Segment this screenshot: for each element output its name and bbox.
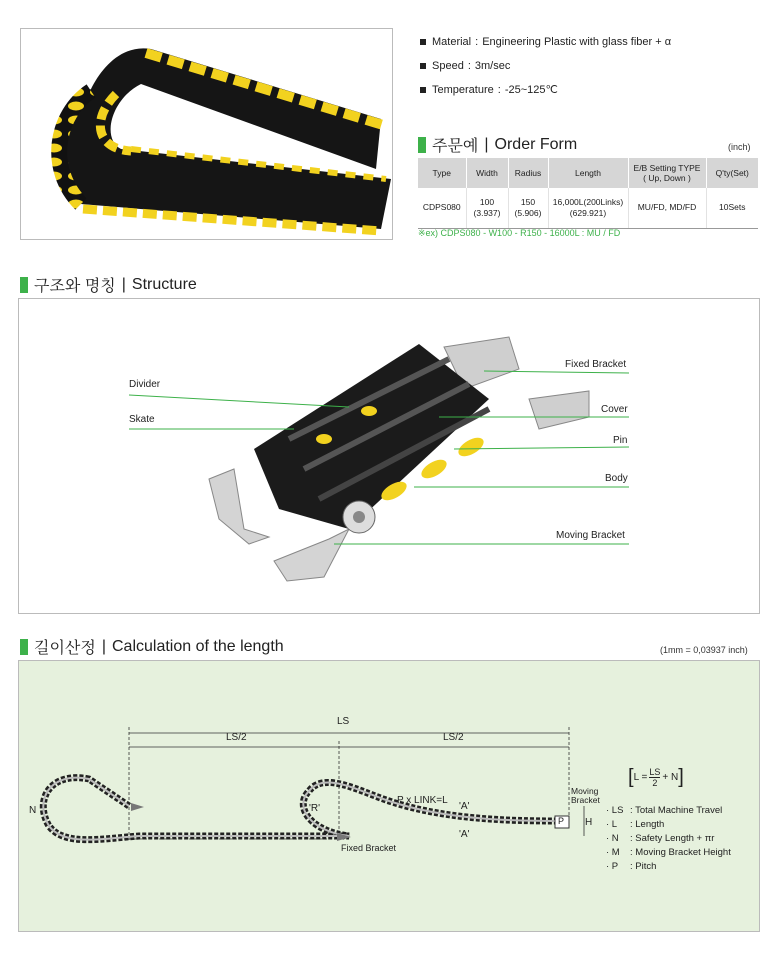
table-row	[418, 188, 758, 228]
cell-length-inch: (629.921)	[569, 207, 607, 218]
pin-hole	[353, 511, 365, 523]
cell-type: CDPS080	[418, 188, 466, 228]
spec-speed	[420, 54, 671, 78]
heading-en: Calculation of the length	[111, 637, 284, 655]
cell-width-mm: 100	[479, 196, 495, 207]
legend-desc: : Moving Bracket Height	[630, 847, 731, 858]
legend-item	[606, 846, 731, 860]
order-table	[418, 158, 758, 229]
link-yellow-3	[455, 434, 486, 460]
cell-radius	[508, 188, 548, 228]
heading-divider: |	[484, 135, 489, 153]
a-bottom-label: 'A'	[459, 829, 470, 840]
p-label: P	[558, 816, 565, 826]
length-diagram	[19, 661, 761, 933]
label-moving-bracket: Moving Bracket	[556, 530, 625, 541]
fixed-bracket-label: Fixed Bracket	[341, 843, 397, 853]
cell-length	[548, 188, 628, 228]
formula-denominator: 2	[652, 777, 658, 788]
legend-desc: : Safety Length + πr	[630, 833, 715, 844]
cell-qty: 10Sets	[706, 188, 758, 228]
bullet-icon	[420, 39, 426, 45]
heading-divider: |	[101, 637, 106, 655]
heading-kr: 길이산정	[34, 640, 96, 657]
p-link-label: P x LINK=L	[397, 795, 448, 806]
legend-item	[606, 818, 731, 832]
ls-half-left-label: LS/2	[226, 732, 247, 743]
moving-bracket-line2: Bracket	[571, 795, 600, 805]
label-skate: Skate	[129, 414, 155, 425]
legend-symbol: · N	[606, 833, 619, 844]
cell-width-inch: (3.937)	[473, 207, 501, 218]
spec-label: Material	[432, 36, 472, 48]
col-type: Type	[418, 158, 466, 188]
order-unit-note: (inch)	[728, 142, 751, 152]
moving-bracket-plate	[274, 529, 349, 581]
structure-panel	[18, 298, 760, 614]
label-cover: Cover	[601, 404, 628, 415]
fixed-bracket-plate	[529, 391, 589, 429]
col-eb-type-line2: ( Up, Down )	[643, 173, 691, 183]
formula-plus-n: + N	[662, 771, 679, 783]
formula-fraction	[649, 767, 660, 788]
bullet-icon	[420, 63, 426, 69]
label-pin: Pin	[613, 435, 628, 446]
cell-radius-mm: 150	[520, 196, 536, 207]
col-radius: Radius	[508, 158, 548, 188]
formula-l: L =	[633, 771, 648, 783]
n-label: N	[29, 805, 37, 816]
moving-bracket-label	[571, 787, 600, 805]
spec-list	[420, 30, 671, 102]
legend-symbol: · L	[606, 819, 618, 830]
cell-radius-inch: (5.906)	[514, 207, 542, 218]
legend-desc: : Total Machine Travel	[630, 805, 723, 816]
col-eb-type-line1: E/B Setting TYPE	[633, 163, 701, 173]
structure-heading	[20, 273, 197, 296]
moving-bracket-left	[209, 469, 269, 544]
legend-item	[606, 804, 731, 818]
legend-symbol: · M	[606, 847, 620, 858]
length-formula	[628, 762, 690, 792]
spec-value: Engineering Plastic with glass fiber + α	[482, 36, 672, 48]
legend-list	[606, 804, 731, 874]
leader-divider	[129, 395, 349, 407]
legend-desc: : Length	[630, 819, 665, 830]
col-width: Width	[466, 158, 508, 188]
spec-label: Speed	[432, 60, 464, 72]
spec-value: 3m/sec	[474, 60, 511, 72]
cell-width	[466, 188, 508, 228]
section-marker-icon	[418, 137, 426, 153]
a-top-label: 'A'	[459, 801, 470, 812]
section-marker-icon	[20, 639, 28, 655]
ls-half-right-label: LS/2	[443, 732, 464, 743]
heading-kr: 주문예	[432, 138, 479, 155]
heading-divider: |	[121, 275, 126, 293]
label-divider: Divider	[129, 379, 161, 390]
legend-item	[606, 860, 731, 874]
structure-diagram	[19, 299, 761, 615]
spec-value: -25~125℃	[504, 84, 558, 96]
drag-chain-image	[21, 29, 393, 240]
legend-item	[606, 832, 731, 846]
r-label: 'R'	[309, 803, 321, 814]
spec-colon: :	[475, 36, 479, 48]
spec-colon: :	[467, 60, 471, 72]
col-length: Length	[548, 158, 628, 188]
product-photo	[20, 28, 393, 240]
bullet-icon	[420, 87, 426, 93]
col-eb-type	[628, 158, 706, 188]
moving-bracket-line1: Moving	[571, 786, 599, 796]
legend-symbol: · LS	[606, 805, 624, 816]
ls-label: LS	[337, 716, 350, 727]
calculation-unit-note: (1mm = 0,03937 inch)	[660, 645, 748, 655]
label-body: Body	[605, 473, 628, 484]
spec-label: Temperature	[432, 84, 494, 96]
chain-path	[43, 778, 569, 840]
bracket-left-icon: [	[628, 765, 634, 788]
section-marker-icon	[20, 277, 28, 293]
cell-eb-type: MU/FD, MD/FD	[628, 188, 706, 228]
order-form-heading	[418, 133, 577, 156]
spec-temperature	[420, 78, 671, 102]
moving-bracket-marker	[131, 803, 144, 811]
heading-en: Structure	[131, 275, 197, 293]
label-fixed-bracket: Fixed Bracket	[565, 359, 627, 370]
h-label: H	[585, 817, 593, 828]
heading-kr: 구조와 명칭	[34, 278, 116, 295]
cell-length-mm: 16,000L(200Links)	[552, 196, 624, 207]
table-header-row	[418, 158, 758, 188]
calculation-panel	[18, 660, 760, 932]
link-yellow-4	[316, 434, 332, 444]
spec-material	[420, 30, 671, 54]
formula-numerator: LS	[649, 766, 661, 777]
link-yellow-5	[361, 406, 377, 416]
spec-colon: :	[497, 84, 501, 96]
legend-desc: : Pitch	[630, 861, 657, 872]
heading-en: Order Form	[494, 135, 578, 153]
calculation-heading	[20, 635, 284, 658]
col-qty: Q'ty(Set)	[706, 158, 758, 188]
legend-symbol: · P	[606, 861, 619, 872]
bracket-right-icon: ]	[678, 765, 684, 788]
order-example: ※ex) CDPS080 - W100 - R150 - 16000L : MU / FD	[418, 228, 621, 238]
